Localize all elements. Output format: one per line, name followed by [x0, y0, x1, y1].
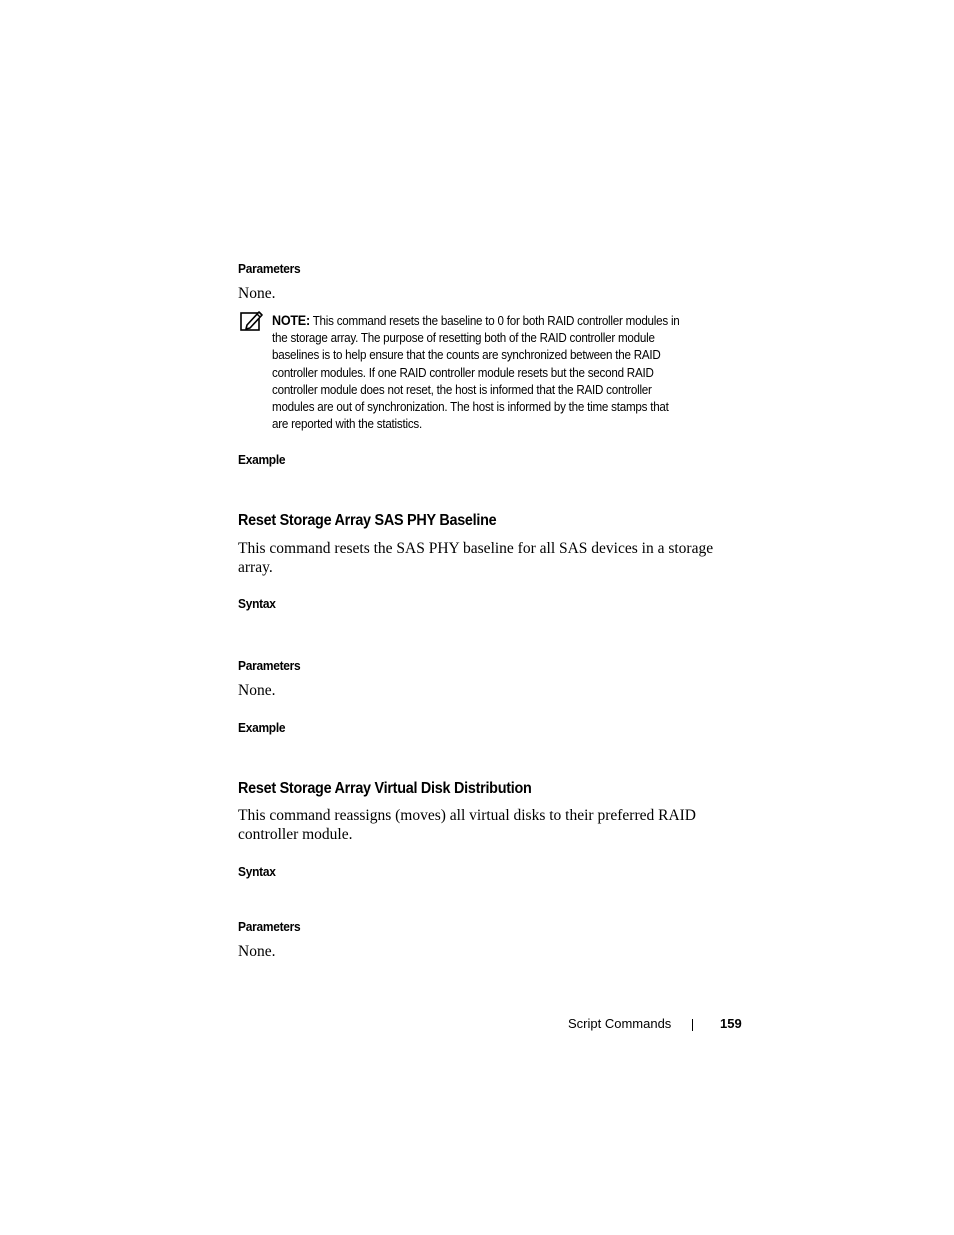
note-line: controller modules. If one RAID controller module resets but the second RAID: [272, 365, 654, 380]
pencil-note-icon: [240, 310, 264, 332]
body-line: array.: [238, 559, 273, 576]
note-line: [272, 312, 680, 330]
body-paragraph: [238, 806, 696, 844]
footer-separator: [692, 1019, 693, 1031]
body-paragraph: [238, 539, 713, 577]
section-heading-virtual-disk-distribution: Reset Storage Array Virtual Disk Distribution: [238, 780, 532, 797]
subheading-example: Example: [238, 720, 286, 735]
note-line: the storage array. The purpose of resetting both of the RAID controller module: [272, 331, 655, 346]
note-line-text: This command resets the baseline to 0 for both RAID controller modules in: [312, 314, 680, 328]
subheading-example: Example: [238, 452, 286, 467]
body-line: This command resets the SAS PHY baseline for all SAS devices in a storage: [238, 540, 714, 557]
body-line: controller module.: [238, 826, 353, 843]
subheading-parameters: Parameters: [238, 919, 301, 934]
note-line: are reported with the statistics.: [272, 417, 422, 432]
body-none: None.: [238, 285, 276, 302]
subheading-syntax: Syntax: [238, 864, 276, 879]
note-line: controller module does not reset, the host is informed that the RAID controller: [272, 382, 652, 397]
body-none: None.: [238, 682, 276, 699]
note-label: NOTE:: [272, 313, 310, 328]
body-line: This command reassigns (moves) all virtual disks to their preferred RAID: [238, 807, 696, 824]
note-block: [272, 312, 680, 433]
footer-section-title: Script Commands: [568, 1016, 672, 1031]
subheading-parameters: Parameters: [238, 261, 301, 276]
section-heading-sas-phy-baseline: Reset Storage Array SAS PHY Baseline: [238, 512, 497, 529]
note-line: modules are out of synchronization. The host is informed by the time stamps that: [272, 400, 669, 415]
note-line: baselines is to help ensure that the counts are synchronized between the RAID: [272, 348, 661, 363]
body-none: None.: [238, 943, 276, 960]
page-number: 159: [720, 1016, 742, 1031]
subheading-parameters: Parameters: [238, 658, 301, 673]
subheading-syntax: Syntax: [238, 596, 276, 611]
